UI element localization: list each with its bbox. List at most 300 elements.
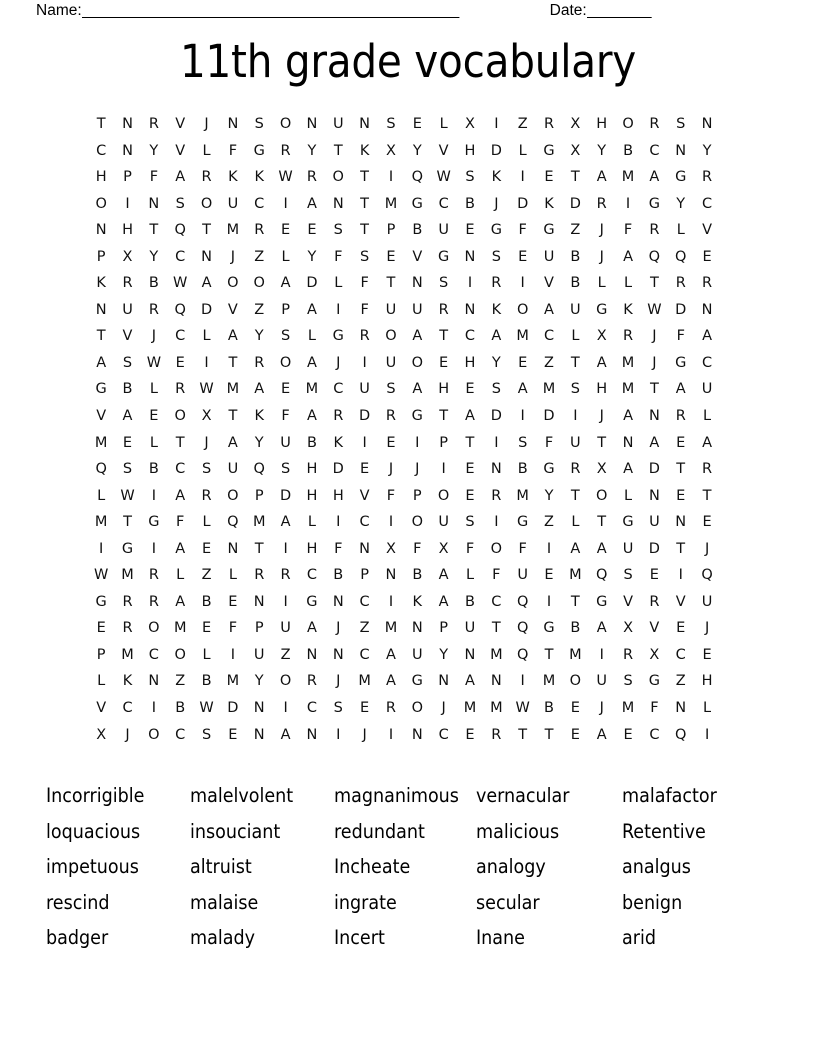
grid-letter[interactable]: T [465, 434, 475, 451]
grid-letter[interactable]: M [226, 673, 240, 690]
grid-letter[interactable]: H [438, 381, 450, 398]
grid-letter[interactable]: O [516, 301, 529, 318]
grid-letter[interactable]: Y [307, 142, 317, 159]
grid-letter[interactable]: L [307, 328, 316, 345]
grid-letter[interactable]: D [490, 142, 502, 159]
grid-letter[interactable]: G [306, 593, 318, 610]
grid-letter[interactable]: P [254, 620, 264, 637]
grid-letter[interactable]: F [281, 408, 290, 425]
grid-letter[interactable]: O [279, 116, 292, 132]
grid-letter[interactable]: C [543, 328, 555, 345]
grid-letter[interactable]: F [518, 222, 527, 239]
grid-letter[interactable]: S [201, 461, 212, 478]
grid-letter[interactable]: U [385, 301, 397, 318]
grid-letter[interactable]: X [122, 248, 133, 265]
grid-letter[interactable]: B [148, 275, 159, 292]
grid-letter[interactable]: N [227, 540, 239, 557]
grid-letter[interactable]: E [544, 567, 554, 584]
grid-letter[interactable]: N [227, 116, 239, 132]
grid-letter[interactable]: U [280, 434, 291, 451]
grid-letter[interactable]: V [227, 301, 238, 318]
grid-letter[interactable]: R [122, 593, 133, 610]
grid-letter[interactable]: I [362, 354, 367, 371]
grid-letter[interactable]: H [596, 381, 608, 398]
grid-letter[interactable]: D [227, 700, 239, 717]
grid-letter[interactable]: N [464, 248, 476, 265]
grid-letter[interactable]: T [570, 593, 580, 610]
grid-letter[interactable]: E [280, 381, 291, 398]
grid-letter[interactable]: L [439, 116, 448, 132]
grid-letter[interactable]: H [332, 487, 344, 504]
grid-letter[interactable]: U [543, 248, 555, 265]
grid-letter[interactable]: T [676, 461, 686, 478]
grid-letter[interactable]: X [623, 620, 634, 637]
grid-letter[interactable]: C [359, 514, 370, 531]
grid-letter[interactable]: R [306, 673, 317, 690]
grid-letter[interactable]: O [385, 328, 397, 345]
grid-letter[interactable]: T [676, 540, 686, 557]
grid-letter[interactable]: P [360, 567, 369, 584]
grid-letter[interactable]: S [175, 195, 185, 212]
grid-letter[interactable]: G [438, 248, 450, 265]
grid-letter[interactable]: B [412, 567, 423, 584]
grid-letter[interactable]: M [621, 381, 635, 398]
grid-letter[interactable]: N [648, 487, 660, 504]
grid-letter[interactable]: A [306, 195, 317, 212]
grid-letter[interactable]: K [122, 673, 133, 690]
grid-letter[interactable]: B [570, 620, 581, 637]
grid-letter[interactable]: C [175, 726, 186, 743]
grid-letter[interactable]: M [621, 169, 635, 186]
grid-letter[interactable]: I [520, 673, 525, 690]
grid-letter[interactable]: C [96, 142, 107, 159]
grid-letter[interactable]: L [703, 408, 712, 425]
grid-letter[interactable]: G [675, 169, 687, 186]
grid-letter[interactable]: A [280, 514, 291, 531]
grid-letter[interactable]: U [622, 540, 634, 557]
word-list-item[interactable]: Incert [334, 926, 385, 950]
grid-letter[interactable]: I [283, 540, 288, 557]
word-list-item[interactable]: impetuous [46, 855, 139, 879]
grid-letter[interactable]: S [623, 567, 633, 584]
grid-letter[interactable]: R [254, 567, 265, 584]
grid-letter[interactable]: R [385, 408, 396, 425]
grid-letter[interactable]: I [704, 726, 710, 743]
grid-letter[interactable]: H [306, 540, 318, 557]
grid-letter[interactable]: G [121, 540, 134, 557]
grid-letter[interactable]: B [544, 700, 554, 717]
grid-letter[interactable]: N [122, 116, 133, 132]
grid-letter[interactable]: Q [95, 461, 107, 478]
grid-letter[interactable]: T [149, 222, 159, 239]
grid-letter[interactable]: L [202, 646, 211, 663]
word-list-item[interactable]: analgus [622, 855, 691, 879]
grid-letter[interactable]: J [151, 328, 156, 345]
grid-letter[interactable]: L [518, 142, 527, 159]
grid-letter[interactable]: S [280, 328, 291, 345]
grid-letter[interactable]: A [412, 328, 423, 345]
grid-letter[interactable]: U [596, 673, 608, 690]
grid-letter[interactable]: H [306, 487, 318, 504]
grid-letter[interactable]: A [306, 354, 317, 371]
grid-letter[interactable]: O [95, 195, 107, 212]
grid-letter[interactable]: B [570, 275, 581, 292]
word-list-item[interactable]: altruist [190, 855, 252, 879]
word-list-item[interactable]: malafactor [622, 784, 717, 807]
grid-letter[interactable]: L [571, 514, 580, 531]
grid-letter[interactable]: I [388, 726, 394, 743]
grid-letter[interactable]: E [228, 726, 238, 743]
grid-letter[interactable]: X [438, 540, 449, 557]
grid-letter[interactable]: G [648, 673, 661, 690]
grid-letter[interactable]: F [360, 275, 369, 292]
grid-letter[interactable]: E [307, 222, 317, 239]
grid-letter[interactable]: I [678, 567, 683, 584]
grid-letter[interactable]: O [490, 540, 503, 557]
grid-letter[interactable]: V [412, 248, 423, 265]
grid-letter[interactable]: R [201, 487, 212, 504]
grid-letter[interactable]: G [95, 381, 107, 398]
grid-letter[interactable]: J [704, 620, 710, 637]
grid-letter[interactable]: I [494, 116, 499, 132]
grid-letter[interactable]: O [622, 116, 634, 132]
grid-letter[interactable]: G [411, 673, 423, 690]
grid-letter[interactable]: S [333, 222, 343, 239]
grid-letter[interactable]: B [122, 381, 133, 398]
grid-letter[interactable]: Q [516, 593, 529, 610]
grid-letter[interactable]: B [333, 567, 344, 584]
grid-letter[interactable]: A [175, 487, 186, 504]
grid-letter[interactable]: L [202, 142, 211, 159]
grid-letter[interactable]: X [96, 726, 107, 743]
grid-letter[interactable]: E [201, 540, 212, 557]
grid-letter[interactable]: E [439, 354, 449, 371]
grid-letter[interactable]: S [333, 700, 343, 717]
grid-letter[interactable]: P [281, 301, 290, 318]
grid-letter[interactable]: L [465, 567, 475, 584]
grid-letter[interactable]: L [624, 487, 633, 504]
grid-letter[interactable]: T [570, 169, 580, 186]
grid-letter[interactable]: A [491, 328, 502, 345]
grid-letter[interactable]: O [595, 487, 608, 504]
grid-letter[interactable]: Y [439, 646, 449, 663]
grid-letter[interactable]: J [599, 222, 604, 239]
grid-letter[interactable]: F [176, 514, 185, 531]
grid-letter[interactable]: R [254, 354, 265, 371]
grid-letter[interactable]: F [386, 487, 396, 504]
grid-letter[interactable]: T [386, 275, 396, 292]
grid-letter[interactable]: N [95, 222, 107, 239]
grid-letter[interactable]: A [596, 354, 607, 371]
grid-letter[interactable]: G [490, 222, 502, 239]
grid-letter[interactable]: L [228, 567, 237, 584]
grid-letter[interactable]: F [518, 540, 527, 557]
grid-letter[interactable]: A [596, 726, 607, 743]
grid-letter[interactable]: V [702, 222, 713, 239]
grid-letter[interactable]: L [202, 514, 211, 531]
word-list-item[interactable]: magnanimous [334, 784, 459, 807]
grid-letter[interactable]: X [385, 540, 396, 557]
grid-letter[interactable]: I [546, 540, 552, 557]
grid-letter[interactable]: Q [174, 222, 186, 239]
grid-letter[interactable]: Z [570, 222, 581, 239]
grid-letter[interactable]: V [96, 408, 107, 425]
word-list-item[interactable]: malaise [190, 890, 259, 914]
grid-letter[interactable]: T [96, 116, 106, 132]
grid-letter[interactable]: N [306, 116, 318, 132]
grid-letter[interactable]: U [359, 381, 370, 398]
word-list-item[interactable]: loquacious [46, 819, 141, 843]
grid-letter[interactable]: O [279, 354, 292, 371]
grid-letter[interactable]: U [122, 301, 133, 318]
grid-letter[interactable]: N [701, 116, 713, 132]
grid-letter[interactable]: M [226, 222, 240, 239]
word-list-item[interactable]: analogy [476, 855, 546, 879]
grid-letter[interactable]: N [306, 726, 318, 743]
grid-letter[interactable]: T [702, 487, 712, 504]
grid-letter[interactable]: T [439, 328, 449, 345]
grid-letter[interactable]: B [465, 593, 475, 610]
grid-letter[interactable]: R [148, 567, 159, 584]
word-list-item[interactable]: benign [622, 890, 683, 914]
grid-letter[interactable]: R [491, 275, 502, 292]
grid-letter[interactable]: A [623, 248, 633, 265]
grid-letter[interactable]: K [491, 301, 502, 318]
grid-letter[interactable]: N [332, 593, 344, 610]
grid-letter[interactable]: E [649, 567, 659, 584]
grid-letter[interactable]: L [624, 275, 633, 292]
grid-letter[interactable]: Y [412, 142, 422, 159]
grid-letter[interactable]: U [227, 461, 239, 478]
grid-letter[interactable]: Y [597, 142, 607, 159]
grid-letter[interactable]: O [437, 487, 450, 504]
grid-letter[interactable]: E [465, 487, 475, 504]
grid-letter[interactable]: N [675, 142, 687, 159]
word-list-item[interactable]: malady [190, 926, 255, 950]
grid-letter[interactable]: I [494, 514, 499, 531]
grid-letter[interactable]: X [201, 408, 212, 425]
grid-letter[interactable]: X [570, 142, 581, 159]
grid-letter[interactable]: E [570, 700, 580, 717]
grid-letter[interactable]: A [306, 620, 317, 637]
grid-letter[interactable]: I [230, 646, 236, 663]
grid-letter[interactable]: E [280, 222, 291, 239]
grid-letter[interactable]: T [360, 195, 370, 212]
grid-letter[interactable]: A [465, 673, 475, 690]
grid-letter[interactable]: R [280, 567, 291, 584]
grid-letter[interactable]: Q [174, 301, 186, 318]
grid-letter[interactable]: L [334, 275, 343, 292]
grid-letter[interactable]: R [148, 301, 159, 318]
grid-letter[interactable]: J [204, 434, 209, 451]
grid-letter[interactable]: I [336, 301, 341, 318]
grid-letter[interactable]: D [675, 301, 687, 318]
grid-letter[interactable]: M [94, 514, 108, 531]
grid-letter[interactable]: M [358, 673, 371, 690]
grid-letter[interactable]: N [385, 567, 397, 584]
grid-letter[interactable]: F [544, 434, 554, 451]
grid-letter[interactable]: N [411, 620, 423, 637]
grid-letter[interactable]: U [438, 514, 449, 531]
grid-letter[interactable]: U [649, 514, 660, 531]
grid-letter[interactable]: C [148, 646, 159, 663]
grid-letter[interactable]: E [544, 169, 554, 186]
grid-letter[interactable]: R [596, 195, 607, 212]
grid-letter[interactable]: I [520, 408, 525, 425]
grid-letter[interactable]: T [360, 222, 370, 239]
grid-letter[interactable]: K [254, 169, 264, 186]
grid-letter[interactable]: M [173, 620, 187, 637]
grid-letter[interactable]: E [175, 354, 185, 371]
grid-letter[interactable]: R [359, 328, 370, 345]
grid-letter[interactable]: Z [544, 354, 554, 371]
grid-letter[interactable]: S [360, 248, 370, 265]
grid-letter[interactable]: W [515, 700, 530, 717]
grid-letter[interactable]: F [650, 700, 659, 717]
grid-letter[interactable]: M [226, 381, 240, 398]
grid-letter[interactable]: U [411, 646, 423, 663]
grid-letter[interactable]: C [306, 700, 317, 717]
word-list-item[interactable]: Incorrigible [46, 784, 145, 807]
grid-letter[interactable]: R [254, 222, 265, 239]
grid-letter[interactable]: S [439, 275, 449, 292]
grid-letter[interactable]: Y [149, 142, 159, 159]
grid-letter[interactable]: L [676, 222, 685, 239]
grid-letter[interactable]: E [96, 620, 106, 637]
grid-letter[interactable]: E [465, 381, 475, 398]
grid-letter[interactable]: O [411, 700, 423, 717]
grid-letter[interactable]: E [360, 700, 370, 717]
grid-letter[interactable]: V [96, 700, 107, 717]
grid-letter[interactable]: Y [254, 673, 264, 690]
grid-letter[interactable]: G [517, 514, 529, 531]
grid-letter[interactable]: M [516, 328, 529, 345]
grid-letter[interactable]: P [96, 248, 106, 265]
grid-letter[interactable]: V [623, 593, 633, 610]
grid-letter[interactable]: L [703, 700, 712, 717]
grid-letter[interactable]: G [543, 620, 555, 637]
grid-letter[interactable]: D [543, 408, 555, 425]
grid-letter[interactable]: C [491, 593, 502, 610]
grid-letter[interactable]: Q [253, 461, 265, 478]
grid-letter[interactable]: O [411, 514, 423, 531]
word-list-item[interactable]: malelvolent [190, 784, 294, 807]
grid-letter[interactable]: H [306, 461, 318, 478]
grid-letter[interactable]: A [596, 620, 607, 637]
grid-letter[interactable]: N [464, 646, 476, 663]
grid-letter[interactable]: V [359, 487, 370, 504]
grid-letter[interactable]: V [649, 620, 660, 637]
word-list-item[interactable]: vernacular [476, 784, 570, 807]
grid-letter[interactable]: S [465, 169, 475, 186]
grid-letter[interactable]: Z [254, 301, 265, 318]
grid-letter[interactable]: G [543, 222, 555, 239]
grid-letter[interactable]: E [386, 248, 396, 265]
grid-letter[interactable]: E [122, 434, 133, 451]
grid-letter[interactable]: G [148, 514, 160, 531]
word-list-item[interactable]: ingrate [334, 890, 397, 914]
grid-letter[interactable]: E [149, 408, 159, 425]
grid-letter[interactable]: N [122, 142, 133, 159]
grid-letter[interactable]: S [491, 248, 501, 265]
grid-letter[interactable]: B [201, 673, 212, 690]
grid-letter[interactable]: A [623, 408, 633, 425]
grid-letter[interactable]: A [702, 434, 713, 451]
grid-letter[interactable]: I [151, 540, 156, 557]
grid-letter[interactable]: O [411, 354, 423, 371]
grid-letter[interactable]: H [122, 222, 133, 239]
grid-letter[interactable]: F [228, 620, 238, 637]
grid-letter[interactable]: I [388, 169, 394, 186]
grid-letter[interactable]: N [148, 195, 160, 212]
grid-letter[interactable]: G [596, 593, 608, 610]
grid-letter[interactable]: J [336, 620, 341, 637]
grid-letter[interactable]: T [333, 142, 343, 159]
grid-letter[interactable]: A [570, 540, 581, 557]
grid-letter[interactable]: F [228, 142, 238, 159]
grid-letter[interactable]: K [96, 275, 106, 292]
grid-letter[interactable]: J [204, 116, 209, 132]
grid-letter[interactable]: N [490, 673, 502, 690]
grid-letter[interactable]: I [151, 487, 156, 504]
grid-letter[interactable]: M [569, 646, 582, 663]
grid-letter[interactable]: N [201, 248, 212, 265]
grid-letter[interactable]: C [438, 726, 449, 743]
grid-letter[interactable]: W [120, 487, 135, 504]
grid-letter[interactable]: K [623, 301, 633, 318]
grid-letter[interactable]: C [254, 195, 265, 212]
grid-letter[interactable]: T [518, 726, 528, 743]
grid-letter[interactable]: L [149, 434, 158, 451]
grid-letter[interactable]: T [439, 408, 449, 425]
grid-letter[interactable]: E [570, 726, 580, 743]
grid-letter[interactable]: Q [516, 646, 529, 663]
grid-letter[interactable]: L [307, 514, 316, 531]
grid-letter[interactable]: L [281, 248, 290, 265]
grid-letter[interactable]: B [201, 593, 212, 610]
grid-letter[interactable]: W [436, 169, 451, 186]
grid-letter[interactable]: L [149, 381, 158, 398]
grid-letter[interactable]: L [176, 567, 185, 584]
grid-letter[interactable]: E [518, 354, 528, 371]
grid-letter[interactable]: U [332, 116, 344, 132]
grid-letter[interactable]: Y [149, 248, 159, 265]
grid-letter[interactable]: B [412, 222, 423, 239]
grid-letter[interactable]: R [438, 301, 449, 318]
word-list-item[interactable]: Retentive [622, 819, 706, 843]
grid-letter[interactable]: C [464, 328, 476, 345]
grid-letter[interactable]: S [386, 116, 396, 132]
grid-letter[interactable]: B [623, 142, 634, 159]
grid-letter[interactable]: M [542, 381, 556, 398]
grid-letter[interactable]: M [516, 487, 529, 504]
word-list-item[interactable]: insouciant [190, 819, 281, 843]
grid-letter[interactable]: J [599, 408, 604, 425]
grid-letter[interactable]: N [148, 673, 160, 690]
grid-letter[interactable]: P [123, 169, 132, 186]
grid-letter[interactable]: C [438, 195, 449, 212]
grid-letter[interactable]: E [465, 726, 475, 743]
grid-letter[interactable]: R [385, 700, 396, 717]
grid-letter[interactable]: K [228, 169, 238, 186]
grid-letter[interactable]: A [201, 275, 212, 292]
grid-letter[interactable]: I [573, 408, 578, 425]
grid-letter[interactable]: Z [280, 646, 291, 663]
grid-letter[interactable]: O [148, 620, 160, 637]
grid-letter[interactable]: Q [675, 248, 687, 265]
grid-letter[interactable]: K [333, 434, 344, 451]
grid-letter[interactable]: M [121, 567, 134, 584]
